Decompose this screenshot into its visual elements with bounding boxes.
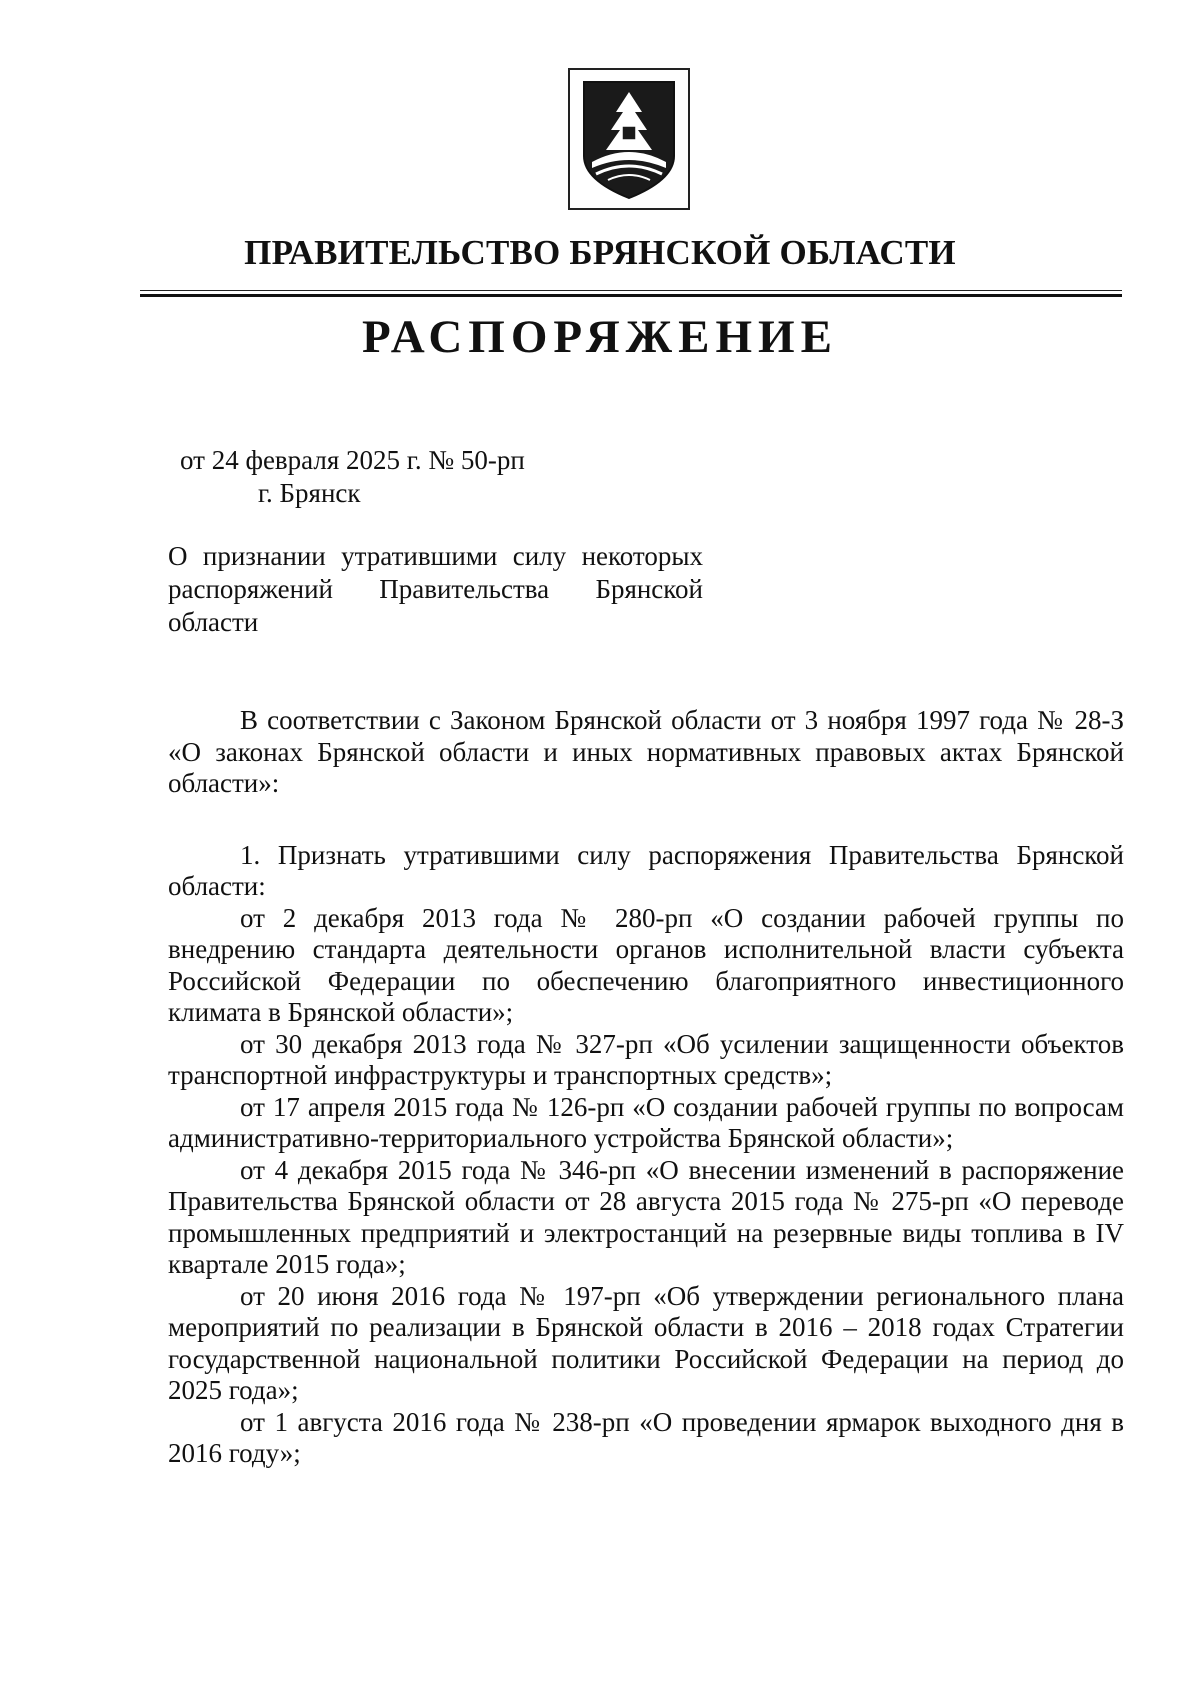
header-divider-thin: [140, 290, 1122, 291]
act-paragraph: от 4 декабря 2015 года № 346-рп «О внесении изменений в распоряжение Правительства Брянской области от 28 августа 2015 года № 275-рп «О переводе промышленных предприятий и электростанций на резервные виды топлива в IV квартале 2015 года»;: [168, 1154, 1124, 1279]
bryansk-coat-of-arms-icon: [578, 76, 680, 204]
act-paragraph: от 17 апреля 2015 года № 126-рп «О создании рабочей группы по вопросам административно-территориального устройства Брянской области»;: [168, 1091, 1124, 1153]
act-paragraph: от 1 августа 2016 года № 238-рп «О проведении ярмарок выходного дня в 2016 году»;: [168, 1406, 1124, 1468]
item-1-paragraph: 1. Признать утратившими силу распоряжения Правительства Брянской области:: [168, 839, 1124, 901]
act-paragraph: от 30 декабря 2013 года № 327-рп «Об усилении защищенности объектов транспортной инфраструктуры и транспортных средств»;: [168, 1028, 1124, 1090]
document-type-title: РАСПОРЯЖЕНИЕ: [362, 311, 838, 363]
document-subject: О признании утратившими силу некоторых распоряжений Правительства Брянской области: [168, 541, 703, 637]
document-city: г. Брянск: [258, 478, 361, 508]
header-divider-thick: [140, 294, 1122, 297]
document-body: [168, 705, 1124, 1470]
act-paragraph: от 20 июня 2016 года № 197-рп «Об утверждении регионального плана мероприятий по реализации в Брянской области в 2016 – 2018 годах Стратегии государственной национальной политики Российской Федерации на период до 2025 года»;: [168, 1280, 1124, 1405]
act-paragraph: от 2 декабря 2013 года № 280-рп «О создании рабочей группы по внедрению стандарта деятельности органов исполнительной власти субъекта Российской Федерации по обеспечению благоприятного инвестиционного климата в Брянской области»;: [168, 902, 1124, 1027]
organization-title: ПРАВИТЕЛЬСТВО БРЯНСКОЙ ОБЛАСТИ: [244, 233, 956, 272]
document-date-number: от 24 февраля 2025 г. № 50-рп: [180, 445, 525, 475]
emblem-frame: [568, 68, 690, 210]
preamble-paragraph: В соответствии с Законом Брянской области от 3 ноября 1997 года № 28-З «О законах Брянской области и иных нормативных правовых актах Брянской области»:: [168, 705, 1124, 798]
